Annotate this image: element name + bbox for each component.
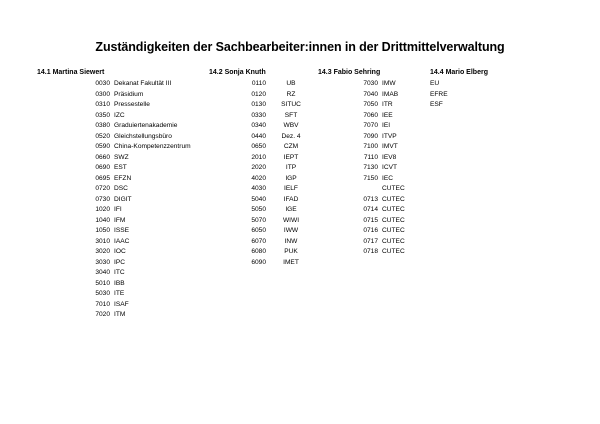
cost-center-code: 7040: [363, 90, 378, 98]
cost-center-code: 6080: [251, 248, 266, 255]
list-item: [318, 216, 405, 227]
unit-name: IZC: [114, 111, 125, 119]
cost-center-code: 5050: [251, 206, 266, 213]
cost-center-code: 7050: [363, 101, 378, 108]
unit-name: SWZ: [114, 153, 129, 161]
unit-name: ITE: [114, 290, 125, 297]
list-item: [37, 216, 126, 227]
list-item: [318, 226, 405, 237]
unit-name: IFI: [114, 206, 122, 213]
unit-name: UB: [286, 80, 296, 87]
cost-center-code: 6090: [251, 258, 266, 266]
cost-center-code: 1040: [95, 216, 110, 224]
list-item: [37, 237, 130, 248]
list-item: [209, 100, 301, 111]
cost-center-code: 4020: [251, 174, 266, 182]
column-siewert: [37, 66, 191, 321]
list-item: [209, 79, 296, 90]
list-item: [37, 111, 125, 122]
unit-name: Präsidium: [114, 90, 144, 98]
list-item: [209, 142, 299, 153]
list-item: [318, 142, 398, 153]
unit-name: CUTEC: [382, 185, 405, 192]
cost-center-code: 0715: [363, 216, 378, 224]
unit-name: ITC: [114, 269, 125, 276]
list-item: [318, 205, 405, 216]
list-item: [209, 216, 300, 227]
list-item: [318, 174, 393, 185]
list-item: [318, 132, 397, 143]
cost-center-code: 7030: [363, 80, 378, 87]
list-item: [209, 121, 299, 132]
unit-name: Graduiertenakademie: [114, 122, 178, 129]
unit-name: IAAC: [114, 237, 130, 245]
unit-name: ITP: [285, 164, 297, 171]
cost-center-code: 0660: [95, 153, 110, 161]
cost-center-code: 6050: [251, 227, 266, 234]
unit-name: IMW: [382, 80, 396, 87]
cost-center-code: 7090: [363, 132, 378, 140]
cost-center-code: 0713: [363, 195, 378, 203]
unit-name: IFM: [114, 216, 126, 224]
list-item: [318, 195, 405, 206]
list-item: [37, 258, 125, 269]
cost-center-code: 0030: [95, 80, 110, 87]
cost-center-code: 0350: [95, 111, 110, 119]
cost-center-code: 0717: [363, 237, 378, 245]
list-item: [37, 184, 128, 195]
list-item: [37, 247, 126, 258]
list-item: [209, 153, 299, 164]
list-item: [37, 195, 132, 206]
list-item: [209, 163, 297, 174]
unit-name: CUTEC: [382, 206, 405, 213]
cost-center-code: 0720: [95, 185, 110, 192]
cost-center-code: 3020: [95, 248, 110, 255]
list-item: [37, 310, 126, 321]
cost-center-code: 0718: [363, 248, 378, 255]
unit-name: CUTEC: [382, 195, 405, 203]
unit-name: ITVP: [382, 132, 397, 140]
list-item: [430, 100, 488, 111]
list-item: [209, 184, 298, 195]
unit-name: ITR: [382, 101, 393, 108]
unit-name: CUTEC: [382, 237, 405, 245]
list-item: [37, 205, 122, 216]
unit-name: IEV8: [382, 153, 397, 161]
unit-name: IFAD: [283, 195, 299, 203]
cost-center-code: 7110: [363, 153, 378, 161]
unit-name: ISAF: [114, 300, 129, 308]
list-item: [209, 174, 297, 185]
cost-center-code: 5010: [95, 279, 110, 287]
list-item: [209, 258, 299, 269]
unit-name: CUTEC: [382, 227, 405, 234]
list-item: [37, 90, 144, 101]
cost-center-code: 5040: [251, 195, 266, 203]
cost-center-code: 6070: [251, 237, 266, 245]
unit-name: China-Kompetenzzentrum: [114, 143, 191, 150]
list-item: [209, 132, 301, 143]
unit-name: IMVT: [382, 143, 398, 150]
cost-center-code: 0714: [363, 206, 378, 213]
cost-center-code: 7010: [95, 300, 110, 308]
unit-name: IBB: [114, 279, 125, 287]
unit-name: IELF: [284, 185, 298, 192]
cost-center-code: 7070: [363, 122, 378, 129]
cost-center-code: 2020: [251, 164, 266, 171]
cost-center-code: 3030: [95, 258, 110, 266]
cost-center-code: 0440: [251, 132, 266, 140]
unit-name: IWW: [283, 227, 299, 234]
cost-center-code: 0340: [251, 122, 266, 129]
list-item: [318, 153, 397, 164]
column-header: 14.1 Martina Siewert: [37, 69, 105, 76]
unit-name: IGP: [285, 174, 297, 182]
unit-name: EU: [430, 80, 440, 87]
unit-name: DIGIT: [114, 195, 132, 203]
list-item: [318, 237, 405, 248]
unit-name: CUTEC: [382, 248, 405, 255]
list-item: [37, 300, 129, 311]
unit-name: IPC: [114, 258, 125, 266]
unit-name: CZM: [283, 143, 299, 150]
unit-name: Dekanat Fakultät III: [114, 80, 172, 87]
unit-name: WIWI: [282, 216, 300, 224]
unit-name: SITUC: [281, 101, 301, 108]
column-header: 14.2 Sonja Knuth: [209, 69, 266, 76]
unit-name: EFZN: [114, 174, 132, 182]
unit-name: Pressestelle: [114, 101, 150, 108]
list-item: [318, 163, 398, 174]
unit-name: CUTEC: [382, 216, 405, 224]
unit-name: WBV: [283, 122, 299, 129]
list-item: [318, 184, 405, 195]
list-item: [318, 121, 391, 132]
unit-name: IMAB: [382, 90, 399, 98]
column-header: 14.3 Fabio Sehring: [318, 69, 381, 76]
unit-name: ESF: [430, 101, 443, 108]
list-item: [37, 268, 125, 279]
cost-center-code: 0590: [95, 143, 110, 150]
cost-center-code: 0380: [95, 122, 110, 129]
page-title: Zuständigkeiten der Sachbearbeiter:innen in der Drittmittelverwaltung: [95, 40, 505, 54]
unit-name: IOC: [114, 248, 126, 255]
cost-center-code: 3010: [95, 237, 110, 245]
unit-name: EFRE: [430, 90, 448, 98]
unit-name: Gleichstellungsbüro: [114, 132, 172, 140]
unit-name: IMET: [283, 258, 299, 266]
list-item: [37, 79, 172, 90]
list-item: [37, 132, 172, 143]
list-item: [209, 195, 299, 206]
list-item: [318, 100, 393, 111]
cost-center-code: 0730: [95, 195, 110, 203]
unit-name: IEPT: [283, 153, 299, 161]
list-item: [37, 279, 125, 290]
unit-name: DSC: [114, 185, 128, 192]
cost-center-code: 0520: [95, 132, 110, 140]
cost-center-code: 0130: [251, 101, 266, 108]
cost-center-code: 3040: [95, 269, 110, 276]
unit-name: EST: [114, 164, 127, 171]
column-elberg: [430, 66, 488, 111]
cost-center-code: 7100: [363, 143, 378, 150]
list-item: [37, 289, 125, 300]
list-item: [37, 121, 178, 132]
list-item: [209, 237, 298, 248]
unit-name: Dez. 4: [281, 132, 301, 140]
list-item: [37, 100, 150, 111]
list-item: [37, 163, 127, 174]
cost-center-code: 0300: [95, 90, 110, 98]
cost-center-code: 1050: [95, 227, 110, 234]
list-item: [37, 226, 130, 237]
column-header: 14.4 Mario Elberg: [430, 69, 488, 76]
cost-center-code: 0650: [251, 143, 266, 150]
unit-name: ICVT: [382, 164, 398, 171]
list-item: [430, 90, 488, 101]
list-item: [318, 111, 393, 122]
list-item: [430, 79, 488, 90]
unit-name: ITM: [114, 311, 126, 318]
list-item: [209, 90, 296, 101]
list-item: [37, 153, 129, 164]
list-item: [318, 79, 396, 90]
cost-center-code: 0120: [251, 90, 266, 98]
list-item: [37, 174, 132, 185]
cost-center-code: 0310: [95, 101, 110, 108]
list-item: [37, 142, 191, 153]
unit-name: RZ: [286, 90, 296, 98]
unit-name: PUK: [284, 248, 298, 255]
list-item: [209, 247, 298, 258]
cost-center-code: 4030: [251, 185, 266, 192]
cost-center-code: 0716: [363, 227, 378, 234]
cost-center-code: 5070: [251, 216, 266, 224]
cost-center-code: 1020: [95, 206, 110, 213]
cost-center-code: 7130: [363, 164, 378, 171]
cost-center-code: 0110: [251, 80, 266, 87]
list-item: [209, 205, 297, 216]
cost-center-code: 0330: [251, 111, 266, 119]
cost-center-code: 7020: [95, 311, 110, 318]
unit-name: INW: [284, 237, 298, 245]
list-item: [318, 90, 399, 101]
list-item: [209, 226, 299, 237]
unit-name: SFT: [284, 111, 298, 119]
cost-center-code: 0690: [95, 164, 110, 171]
cost-center-code: 7150: [363, 174, 378, 182]
cost-center-code: 2010: [251, 153, 266, 161]
cost-center-code: 7060: [363, 111, 378, 119]
cost-center-code: 5030: [95, 290, 110, 297]
unit-name: IGE: [285, 206, 297, 213]
cost-center-code: 0695: [95, 174, 110, 182]
list-item: [318, 247, 405, 258]
unit-name: IEI: [382, 122, 391, 129]
unit-name: IEE: [382, 111, 393, 119]
column-knuth: [209, 66, 301, 268]
unit-name: ISSE: [114, 227, 130, 234]
unit-name: IEC: [382, 174, 393, 182]
column-sehring: [318, 66, 405, 258]
list-item: [209, 111, 298, 122]
